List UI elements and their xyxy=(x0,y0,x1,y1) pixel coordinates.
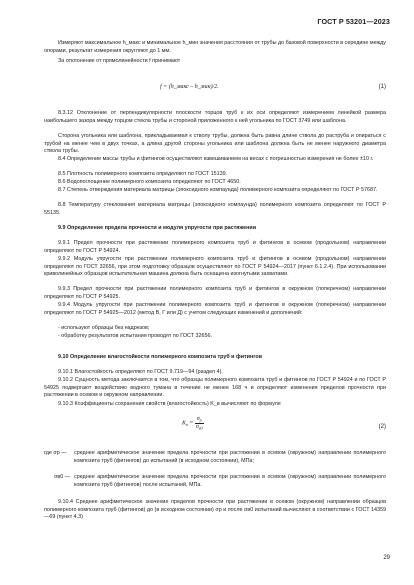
formula-2-numerator-sub: р xyxy=(199,417,202,423)
section-9-10-title: 9.10 Определение влагостойкости полимерного композита труб и фитингов xyxy=(58,354,263,360)
paragraph-8-5: 8.5 Плотность полимерного композита определяют по ГОСТ 15139. xyxy=(58,171,228,177)
formula-2-lhs-sub: в xyxy=(186,421,188,427)
where-desc-1: среднее арифметическое значение предела прочности при растяжении в осевом (окружном) направлении полимерного композита труб (фитингов) до испытаний (в исходном состоянии), МПа; xyxy=(74,450,386,464)
list-item-processing: - обработку результатов испытания проводят по ГОСТ 32656. xyxy=(58,333,213,339)
where-item-1 xyxy=(44,450,386,474)
paragraph-9-10-2: 9.10.2 Сущность метода заключается в том, что образцы полимерного композита труб и фитингов по ГОСТ Р 54924 и по ГОСТ Р 54925 подвергают воздействию водного тумана в течение не менее 168 ч и определяют изменения пределов прочности при растяжении в осевом и окружном направлении. xyxy=(44,377,386,399)
formula-1: f = (h_макс – h_мин)/2. xyxy=(160,84,219,90)
formula-2-denominator: σ xyxy=(195,423,199,430)
paragraph-9-10-3: 9.10.3 Коэффициенты сохранения свойств (влагостойкость) K_в вычисляют по формуле xyxy=(58,401,281,407)
formula-2-lhs: K xyxy=(182,420,187,427)
paragraph-8-3-12-angle: Сторона угольника или шаблона, прикладываемая к стволу трубы, должна быть равна длине ствола до раструба и опираться с трубой на менее чем в двух точках, а длина другой стороны угольника или шаблона должна быть не менее наружного диаметра ствола трубы. xyxy=(44,133,386,155)
paragraph-measure-deviation: Измеряют максимальное h_макс и минимальное h_мин значения расстояния от трубы до базовой поверхности в середине между опорами, результат измерения округляют до 1 мм. xyxy=(44,40,386,54)
where-label: где σр — xyxy=(44,450,67,456)
paragraph-9-9-4: 9.9.4 Модуль упругости при растяжении полимерного композита труб и фитингов в окружном (поперечном) направлении определяют по ГОСТ Р 54925—2012 (метод В, Г или Д) с учетом следующих изменений и дополнений: xyxy=(44,302,386,316)
paragraph-9-10-1: 9.10.1 Влагостойкость определяют по ГОСТ 9.719—94 (раздел 4). xyxy=(58,369,223,375)
paragraph-8-6: 8.6 Водопоглощение полимерного композита определяют по ГОСТ 4650. xyxy=(58,179,241,185)
formula-2: $K_в$ = $\frac{\sigma_р}{\sigma_{в0}}$ xyxy=(182,416,203,430)
formula-1-number: (1) xyxy=(378,84,386,90)
formula-2-denominator-sub: в0 xyxy=(198,425,203,430)
paragraph-8-4: 8.4 Определение массы трубы и фитингов осуществляют взвешиванием на весах с погрешностью измерения не более ±10 г. xyxy=(58,156,374,162)
paragraph-8-7: 8.7 Степень отверждения материала матрицы (эпоксидного компаунда) полимерного композита определяют по ГОСТ Р 57687. xyxy=(58,187,378,193)
document-id-header: ГОСТ Р 53201—2023 xyxy=(317,17,390,26)
where-sym-2: σв0 — xyxy=(54,474,71,480)
paragraph-9-10-4: 9.10.4 Среднее арифметическое значение пределов прочности при растяжении в осевом (окружном) направлении образцов полимерного композита труб (фитингов) до (в исходном состоянии) σр и после σв0 испытаний вычисляют в соответствии с ГОСТ 14359—69 (пункт 4.3) xyxy=(44,499,386,521)
paragraph-deviation-definition: За отклонение от прямолинейности f принимают xyxy=(58,58,181,64)
where-desc-2: среднее арифметическое значение предела прочности при растяжении в осевом (окружном) направлении полимерного композита труб (фитингов) после испытаний, МПа. xyxy=(74,474,386,488)
formula-2-fraction xyxy=(195,416,204,430)
page-number: 29 xyxy=(383,555,390,561)
formula-2-number: (2) xyxy=(378,424,386,430)
where-item-2 xyxy=(44,474,386,490)
list-item-no-notch: - используют образцы без надрезов; xyxy=(58,325,150,331)
paragraph-8-8: 8.8 Температуру стеклования материала матрицы (эпоксидного компаунда) полимерного композита определяют по ГОСТ Р 55135. xyxy=(44,202,386,216)
paragraph-9-9-2: 9.9.2 Модуль упругости при растяжении полимерного композита труб и фитингов в осевом (продольном) направлении определяют по ГОСТ 32656, при этом подготовку образцов осуществляют по ГОСТ Р 54924—2017 (пункт 6.1.2.4). При использовании криволинейных образцов испытательная машина должна быть оснащена изогнутыми захватами. xyxy=(44,256,386,278)
section-9-9-title: 9.9 Определение предела прочности и модуля упругости при растяжении xyxy=(58,225,257,231)
paragraph-9-9-1: 9.9.1 Предел прочности при растяжении полимерного композита труб и фитингов в осевом (продольном) направлении определяют по ГОСТ Р 54924. xyxy=(44,240,386,254)
formula-2-numerator: σ xyxy=(196,416,200,422)
paragraph-9-9-3: 9.9.3 Предел прочности при растяжении полимерного композита труб и фитингов в окружном (поперечном) направлении определяют по ГОСТ Р 54925. xyxy=(44,286,386,300)
paragraph-8-3-12: 8.3.12 Отклонение от перпендикулярности плоскости торцов труб к их оси определяют измерением линейкой размера наибольшего зазора между торцом стекла трубы и стороной приложенного к ней угольника по ГОСТ 3749 или шаблона. xyxy=(44,110,386,124)
